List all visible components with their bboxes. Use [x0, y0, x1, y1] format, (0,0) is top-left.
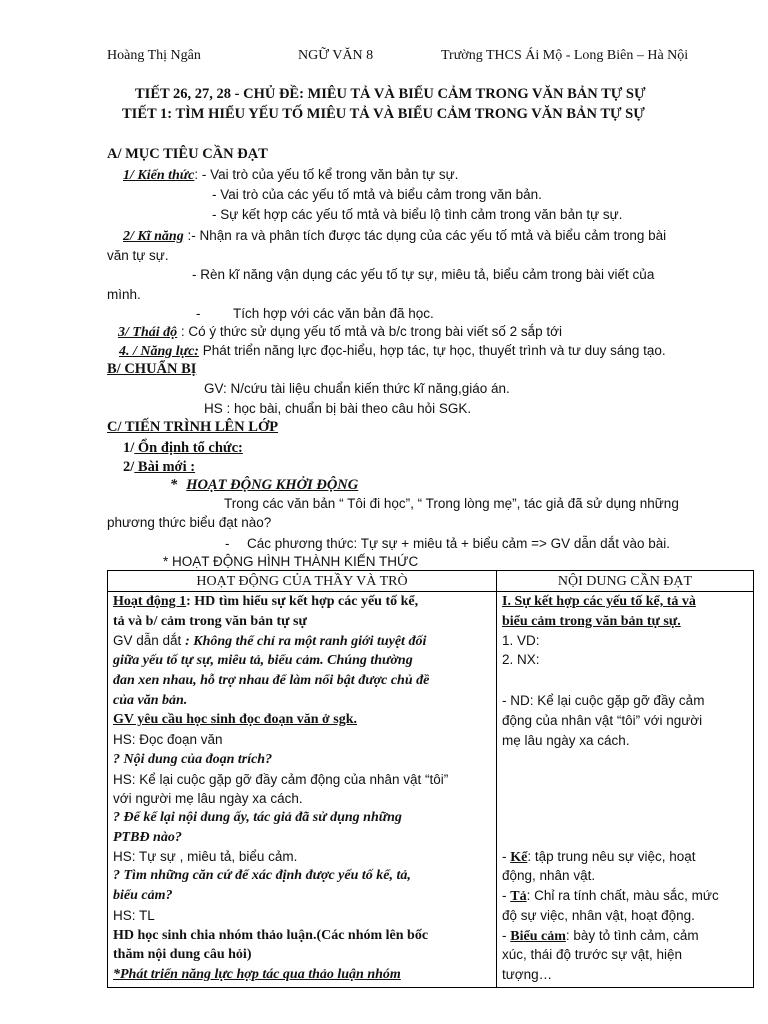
answer-1: HS: Kể lại cuộc gặp gỡ đầy cảm động của nhân vật “tôi” — [113, 772, 449, 787]
answer-3: HS: TL — [113, 908, 155, 923]
formation-heading: * HOẠT ĐỘNG HÌNH THÀNH KIẾN THỨC — [163, 554, 419, 569]
hs-read: HS: Đọc đoạn văn — [113, 732, 223, 747]
gv-intro: GV dẫn dắt : Không thể chỉ ra một ranh giới tuyệt đối — [113, 633, 427, 649]
table-row — [108, 592, 754, 988]
teacher-activity-cell — [108, 592, 497, 988]
knowledge-row — [123, 168, 458, 183]
step-1 — [123, 441, 243, 456]
narration-item-cont: động, nhân vật. — [502, 868, 596, 883]
header-teacher-student: HOẠT ĐỘNG CỦA THẦY VÀ TRÒ — [108, 571, 497, 592]
intro-line-1: Trong các văn bản “ Tôi đi học”, “ Trong lòng mẹ”, tác giả đã sử dụng những — [224, 496, 679, 511]
section-a-heading: A/ MỤC TIÊU CẦN ĐẠT — [107, 146, 268, 162]
description-item-cont: độ sự việc, nhân vật, hoạt động. — [502, 908, 695, 923]
question-3: ? Tìm những căn cứ để xác định được yếu tố kể, tả, — [113, 868, 411, 883]
ability-text: Phát triển năng lực đọc-hiểu, hợp tác, tự học, thuyết trình và tư duy sáng tạo. — [198, 343, 666, 358]
gv-intro-line-3: đan xen nhau, hỗ trợ nhau để làm nổi bật được chủ đề — [113, 673, 430, 688]
example-label: 1. VD: — [502, 633, 540, 648]
intro-dash: - — [225, 536, 230, 551]
cooperation-note: *Phát triển năng lực hợp tác qua thảo luận nhóm — [113, 967, 401, 982]
warmup-bullet: * — [170, 477, 178, 493]
warmup-text: HOẠT ĐỘNG KHỞI ĐỘNG — [186, 477, 359, 493]
student-prep: HS : học bài, chuẩn bị bài theo câu hỏi SGK. — [204, 401, 472, 416]
knowledge-item-1: : - Vai trò của yếu tố kể trong văn bản tự sự. — [194, 167, 459, 182]
activity-1-title-cont: tả và b/ cảm trong văn bản tự sự — [113, 614, 307, 629]
answer-2: HS: Tự sự , miêu tả, biểu cảm. — [113, 849, 298, 864]
skill-line-1: :- Nhận ra và phân tích được tác dụng của các yếu tố mtả và biểu cảm trong bài — [183, 228, 667, 243]
answer-1-cont: với người mẹ lâu ngày xa cách. — [113, 791, 303, 806]
teacher-prep: GV: N/cứu tài liệu chuẩn kiến thức kĩ năng,giáo án. — [204, 381, 510, 396]
step-2-number: 2/ — [123, 459, 135, 475]
attitude-text: : Có ý thức sử dụng yếu tố mtả và b/c trong bài viết số 2 sắp tới — [177, 324, 562, 339]
step-2-text: Bài mới : — [134, 459, 196, 475]
content-summary-cont: động của nhân vật “tôi” với người — [502, 713, 703, 728]
skill-line-3: Tích hợp với các văn bản đã học. — [233, 306, 434, 321]
content-cell — [497, 592, 754, 988]
subject-name: NGỮ VĂN 8 — [298, 48, 374, 63]
expression-item: - Biểu cảm: bày tỏ tình cảm, cảm — [502, 928, 699, 944]
content-summary: - ND: Kể lại cuộc gặp gỡ đầy cảm — [502, 693, 705, 708]
step-2 — [123, 460, 195, 475]
knowledge-label: 1/ Kiến thức — [123, 168, 195, 183]
section-1-title-cont: biểu cảm trong văn bản tự sự. — [502, 614, 681, 629]
step-1-number: 1/ — [123, 440, 135, 456]
school-name: Trường THCS Ái Mộ - Long Biên – Hà Nội — [441, 48, 689, 63]
group-discussion-cont: thăm nội dung câu hỏi) — [113, 947, 252, 962]
section-1-title: I. Sự kết hợp các yếu tố kể, tả và — [502, 594, 696, 609]
remark-label: 2. NX: — [502, 652, 540, 667]
gv-intro-line-4: của văn bản. — [113, 693, 188, 708]
section-b-heading: B/ CHUẨN BỊ — [107, 361, 197, 377]
question-2-cont: PTBĐ nào? — [113, 830, 182, 845]
warmup-heading — [170, 478, 358, 493]
step-1-text: Ổn định tổ chức: — [134, 440, 243, 456]
skill-line-2-cont: mình. — [107, 287, 141, 302]
table-header-row — [108, 571, 754, 592]
knowledge-item-3: - Sự kết hợp các yếu tố mtả và biểu lộ tình cảm trong văn bản tự sự. — [212, 207, 623, 222]
activity-table — [107, 570, 754, 988]
intro-line-2: phương thức biểu đạt nào? — [107, 515, 272, 530]
lesson-title: TIẾT 26, 27, 28 - CHỦ ĐỀ: MIÊU TẢ VÀ BIỂU CẢM TRONG VĂN BẢN TỰ SỰ — [135, 86, 646, 102]
attitude-label: 3/ Thái độ — [118, 325, 178, 340]
ability-label: 4. / Năng lực: — [119, 344, 199, 359]
skill-row — [123, 229, 666, 244]
section-c-heading: C/ TIẾN TRÌNH LÊN LỚP — [107, 419, 279, 435]
question-1: ? Nội dung của đoạn trích? — [113, 752, 273, 767]
narration-item: - Kể: tập trung nêu sự việc, hoạt — [502, 849, 696, 865]
group-discussion: HD học sinh chia nhóm thảo luận.(Các nhóm lên bốc — [113, 928, 429, 943]
skill-line-3-dash: - — [196, 306, 201, 321]
gv-intro-line-2: giữa yếu tố tự sự, miêu tả, biểu cảm. Chúng thường — [113, 653, 413, 668]
knowledge-item-2: - Vai trò của các yếu tố mtả và biểu cảm trong văn bản. — [212, 187, 542, 202]
author-name: Hoàng Thị Ngân — [107, 48, 201, 63]
question-2: ? Để kể lại nội dung ấy, tác giả đã sử dụng những — [113, 810, 402, 825]
expression-item-cont: xúc, thái độ trước sự vật, hiện — [502, 947, 683, 962]
header-content: NỘI DUNG CẦN ĐẠT — [497, 571, 754, 592]
question-3-cont: biểu cảm? — [113, 888, 173, 903]
skill-line-1-cont: văn tự sự. — [107, 248, 169, 263]
attitude-row — [118, 325, 562, 340]
lesson-subtitle: TIẾT 1: TÌM HIỂU YẾU TỐ MIÊU TẢ VÀ BIỂU CẢM TRONG VĂN BẢN TỰ SỰ — [122, 106, 645, 122]
skill-label: 2/ Kĩ năng — [123, 229, 184, 244]
expression-item-cont-2: tượng… — [502, 967, 553, 982]
description-item: - Tả: Chỉ ra tính chất, màu sắc, mức — [502, 888, 719, 904]
ability-row — [107, 344, 666, 359]
content-summary-cont-2: mẹ lâu ngày xa cách. — [502, 733, 630, 748]
gv-request: GV yêu cầu học sinh đọc đoạn văn ở sgk. — [113, 712, 358, 727]
intro-answer: Các phương thức: Tự sự + miêu tả + biểu cảm => GV dẫn dắt vào bài. — [247, 536, 670, 551]
skill-line-2: - Rèn kĩ năng vận dụng các yếu tố tự sự, miêu tả, biểu cảm trong bài viết của — [192, 267, 655, 282]
activity-1-title: Hoạt động 1: HD tìm hiểu sự kết hợp các yếu tố kể, — [113, 594, 419, 609]
